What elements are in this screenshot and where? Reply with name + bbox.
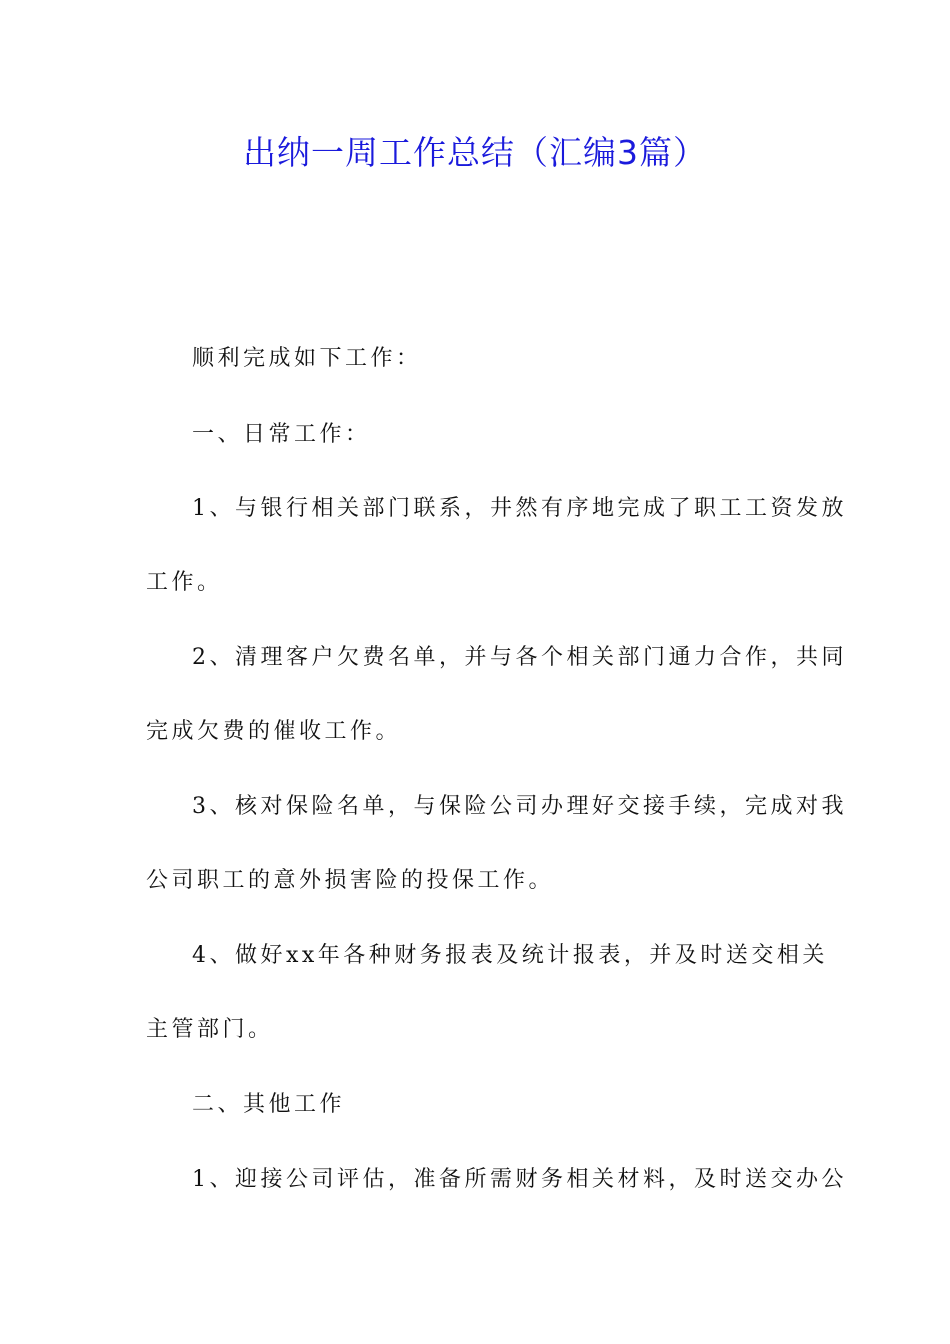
paragraph-item-1-line-1: 1、与银行相关部门联系，井然有序地完成了职工工资发放: [192, 496, 847, 521]
paragraph-item-2-line-2: 完成欠费的催收工作。: [146, 719, 402, 744]
section-heading-other-work: 二、其他工作: [192, 1092, 346, 1117]
document-title: 出纳一周工作总结（汇编3篇）: [243, 133, 707, 172]
paragraph-item-4-line-2: 主管部门。: [146, 1017, 274, 1042]
section-heading-daily-work: 一、日常工作：: [192, 422, 371, 447]
paragraph-intro: 顺利完成如下工作：: [192, 346, 422, 371]
paragraph-other-item-1-line-1: 1、迎接公司评估，准备所需财务相关材料，及时送交办公: [192, 1167, 847, 1192]
paragraph-item-3-line-2: 公司职工的意外损害险的投保工作。: [146, 868, 555, 893]
paragraph-item-2-line-1: 2、清理客户欠费名单，并与各个相关部门通力合作，共同: [192, 645, 847, 670]
paragraph-item-1-line-2: 工作。: [146, 570, 223, 595]
paragraph-item-4-line-1: 4、做好xx年各种财务报表及统计报表，并及时送交相关: [192, 943, 828, 968]
paragraph-item-3-line-1: 3、核对保险名单，与保险公司办理好交接手续，完成对我: [192, 794, 847, 819]
